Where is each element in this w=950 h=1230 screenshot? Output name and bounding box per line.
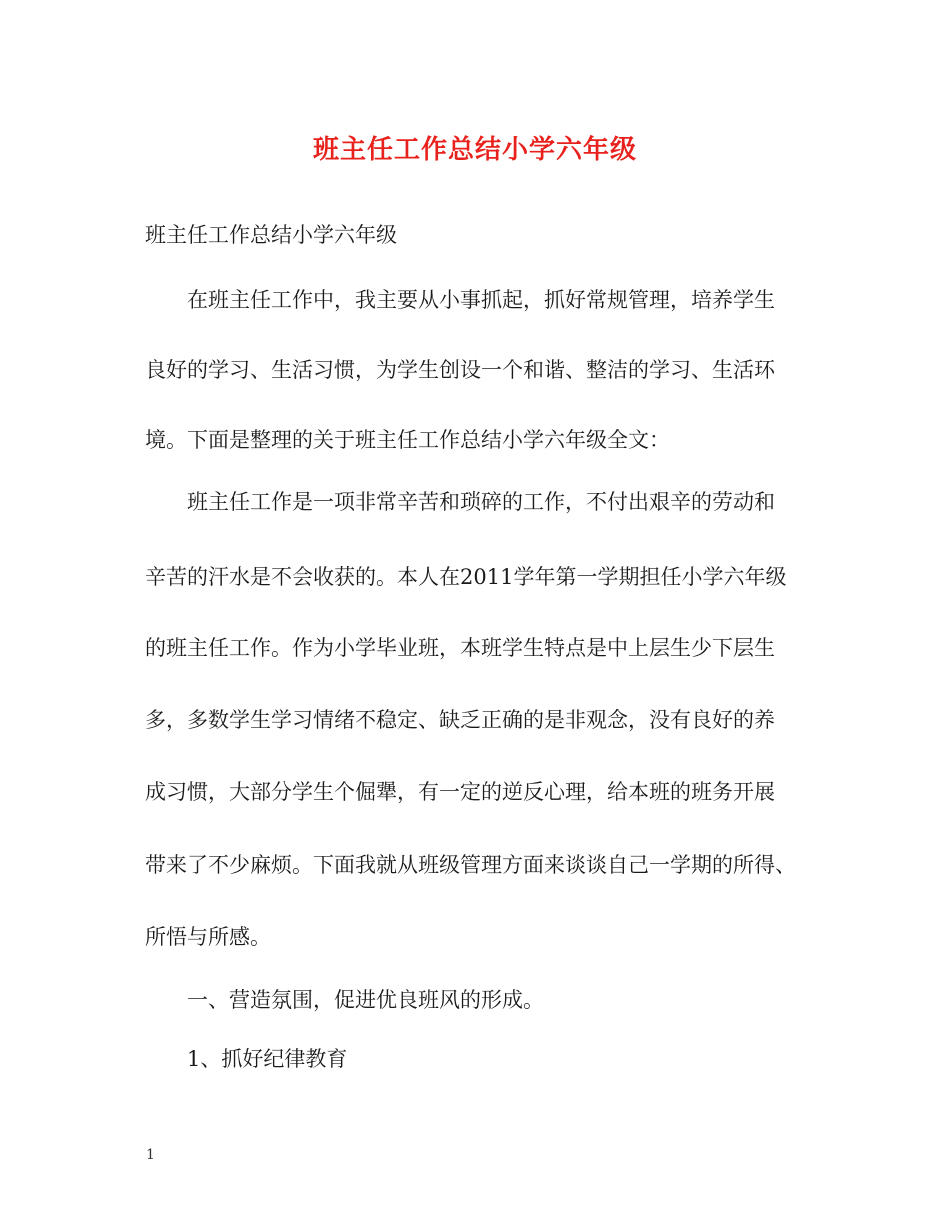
subsection-heading: 1、抓好纪律教育 xyxy=(187,1047,348,1071)
document-title: 班主任工作总结小学六年级 xyxy=(312,135,637,165)
paragraph-line: 在班主任工作中，我主要从小事抓起，抓好常规管理，培养学生 xyxy=(187,288,775,312)
paragraph-line: 成习惯，大部分学生个倔犟，有一定的逆反心理，给本班的班务开展 xyxy=(145,780,775,804)
paragraph-line: 所悟与所感。 xyxy=(145,925,271,949)
paragraph-line: 境。下面是整理的关于班主任工作总结小学六年级全文： xyxy=(145,428,670,452)
section-heading: 一、营造氛围，促进优良班风的形成。 xyxy=(187,988,544,1012)
paragraph-line: 带来了不少麻烦。下面我就从班级管理方面来谈谈自己一学期的所得、 xyxy=(145,853,796,877)
document-subtitle: 班主任工作总结小学六年级 xyxy=(145,223,397,247)
paragraph-line: 良好的学习、生活习惯，为学生创设一个和谐、整洁的学习、生活环 xyxy=(145,358,775,382)
page-number: 1 xyxy=(146,1147,155,1163)
paragraph-line: 多，多数学生学习情绪不稳定、缺乏正确的是非观念，没有良好的养 xyxy=(145,708,775,732)
paragraph-line: 辛苦的汗水是不会收获的。本人在2011学年第一学期担任小学六年级 xyxy=(145,565,787,589)
paragraph-line: 的班主任工作。作为小学毕业班，本班学生特点是中上层生少下层生 xyxy=(145,636,775,660)
paragraph-line: 班主任工作是一项非常辛苦和琐碎的工作，不付出艰辛的劳动和 xyxy=(187,490,775,514)
